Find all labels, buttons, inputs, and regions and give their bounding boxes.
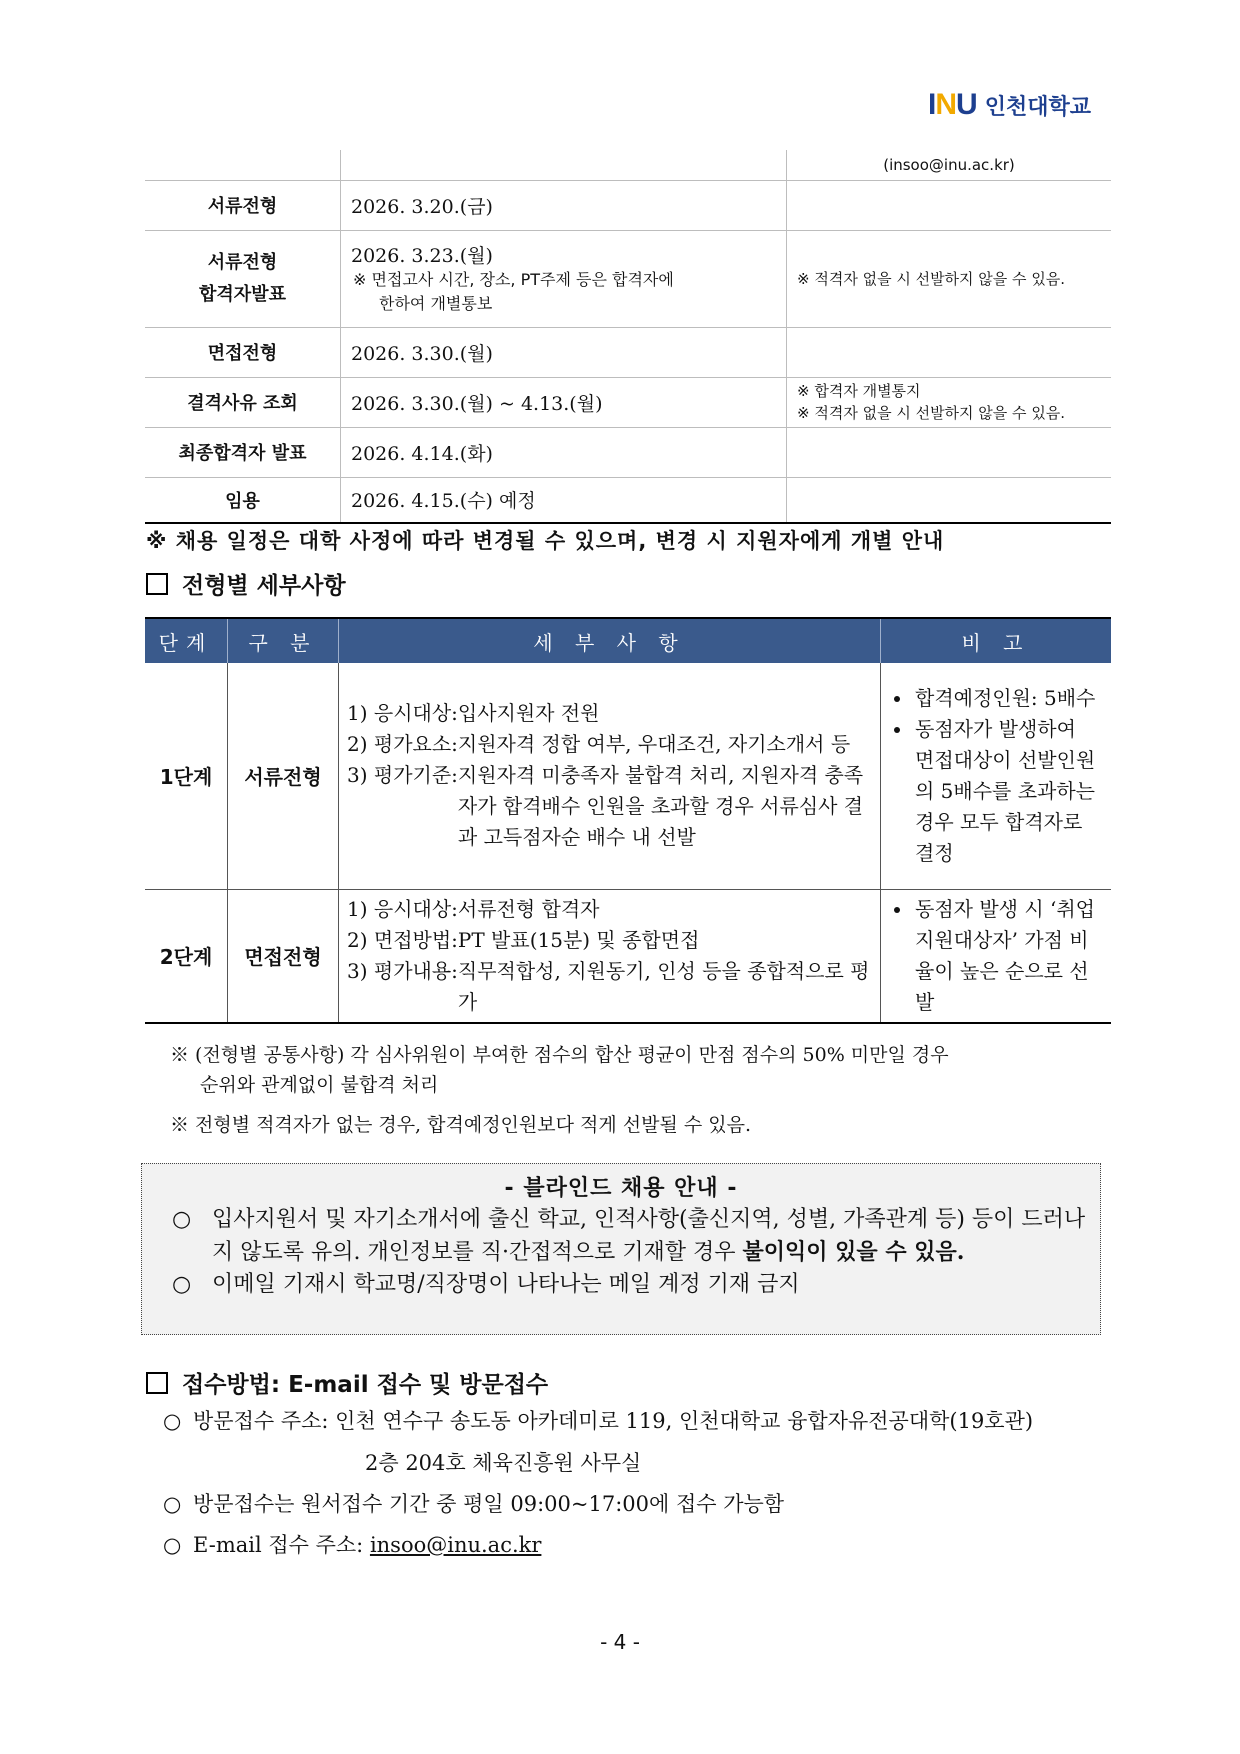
remark-item: • 동점자가 발생하여 면접대상이 선발인원의 5배수를 초과하는 경우 모두 합격자로 결정 xyxy=(913,714,1101,869)
detail-table xyxy=(145,617,1111,1024)
header-step: 단계 xyxy=(145,618,228,663)
apply-line: ○ 방문접수는 원서접수 기간 중 평일 09:00~17:00에 접수 가능함 xyxy=(163,1489,784,1519)
step-label: 2단계 xyxy=(145,889,228,1023)
note-line: 순위와 관계없이 불합격 처리 xyxy=(200,1074,439,1096)
logo-name: 인천대학교 xyxy=(984,94,1091,120)
schedule-label: 최종합격자 발표 xyxy=(145,427,341,477)
remark-cell xyxy=(881,663,1112,889)
circle-bullet-icon: ○ xyxy=(163,1409,182,1433)
remark-cell xyxy=(881,889,1112,1023)
table-row xyxy=(145,327,1111,377)
blind-item: ○ 이메일 기재시 학교명/직장명이 나타나는 메일 계정 기재 금지 xyxy=(142,1269,1100,1301)
table-row xyxy=(145,477,1111,523)
section-heading-detail xyxy=(146,567,346,600)
schedule-note: ※ 합격자 개별통지 xyxy=(797,382,921,400)
apply-line: ○ E-mail 접수 주소: insoo@inu.ac.kr xyxy=(163,1530,541,1560)
schedule-date: 2026. 4.15.(수) 예정 xyxy=(341,477,787,523)
detail-cell xyxy=(339,663,881,889)
page-number: - 4 - xyxy=(600,1630,640,1654)
schedule-date: 2026. 3.23.(월) xyxy=(351,245,493,267)
table-row xyxy=(145,889,1111,1023)
table-row xyxy=(145,180,1111,230)
logo-mark: INU xyxy=(928,88,977,121)
schedule-note-cell xyxy=(787,377,1112,427)
blind-recruitment-box xyxy=(141,1163,1101,1335)
detail-item: 1) 응시대상: 서류전형 합격자 xyxy=(347,896,600,921)
schedule-date xyxy=(341,150,787,180)
table-row xyxy=(145,150,1111,180)
schedule-note xyxy=(787,427,1112,477)
detail-cell xyxy=(339,889,881,1023)
schedule-subnote: 한하여 개별통보 xyxy=(379,294,493,313)
schedule-date-cell xyxy=(341,230,787,327)
note-line: ※ (전형별 공통사항) 각 심사위원이 부여한 점수의 합산 평균이 만점 점수의 50% 미만일 경우 xyxy=(170,1044,949,1066)
table-row xyxy=(145,427,1111,477)
common-notes xyxy=(170,1040,949,1140)
detail-item: 2) 면접방법: PT 발표(15분) 및 종합면접 xyxy=(347,927,700,952)
header-detail: 세 부 사 항 xyxy=(339,618,881,663)
schedule-table xyxy=(145,150,1111,524)
note-line: ※ 전형별 적격자가 없는 경우, 합격예정인원보다 적게 선발될 수 있음. xyxy=(170,1114,751,1136)
schedule-note: ※ 적격자 없을 시 선발하지 않을 수 있음. xyxy=(797,404,1066,422)
step-label: 1단계 xyxy=(145,663,228,889)
schedule-change-note: ※ 채용 일정은 대학 사정에 따라 변경될 수 있으며, 변경 시 지원자에게 개별 안내 xyxy=(146,529,945,553)
schedule-date: 2026. 4.14.(화) xyxy=(341,427,787,477)
schedule-note: (insoo@inu.ac.kr) xyxy=(787,150,1112,180)
university-logo xyxy=(928,88,1091,122)
email-link[interactable]: insoo@inu.ac.kr xyxy=(369,1533,542,1557)
checkbox-square-icon xyxy=(146,573,168,595)
schedule-subnote: ※ 면접고사 시간, 장소, PT주제 등은 합격자에 xyxy=(353,270,674,289)
blind-title: - 블라인드 채용 안내 - xyxy=(504,1176,738,1201)
circle-bullet-icon: ○ xyxy=(163,1533,182,1557)
remark-item: • 합격예정인원: 5배수 xyxy=(913,683,1101,714)
table-row xyxy=(145,663,1111,889)
section-title: 접수방법: E-mail 접수 및 방문접수 xyxy=(182,1372,549,1398)
table-row xyxy=(145,377,1111,427)
schedule-label: 결격사유 조회 xyxy=(145,377,341,427)
detail-item: 3) 평가기준: 지원자격 미충족자 불합격 처리, 지원자격 충족자가 합격배수 인원을 초과할 경우 서류심사 결과 고득점자순 배수 내 선발 xyxy=(347,763,864,850)
kind-label: 면접전형 xyxy=(228,889,339,1023)
schedule-date: 2026. 3.30.(월) ~ 4.13.(월) xyxy=(341,377,787,427)
remark-item: • 동점자 발생 시 ‘취업지원대상자’ 가점 비율이 높은 순으로 선발 xyxy=(913,894,1101,1018)
circle-bullet-icon: ○ xyxy=(172,1207,192,1232)
schedule-note xyxy=(787,180,1112,230)
apply-line: 2층 204호 체육진흥원 사무실 xyxy=(365,1451,642,1475)
schedule-date: 2026. 3.20.(금) xyxy=(341,180,787,230)
schedule-note xyxy=(787,477,1112,523)
header-kind: 구 분 xyxy=(228,618,339,663)
detail-item: 3) 평가내용: 직무적합성, 지원동기, 인성 등을 종합적으로 평가 xyxy=(347,958,870,1014)
section-heading-apply xyxy=(146,1366,548,1399)
schedule-note xyxy=(787,327,1112,377)
schedule-label: 서류전형 xyxy=(145,180,341,230)
schedule-label: 서류전형 합격자발표 xyxy=(145,230,341,327)
section-title: 전형별 세부사항 xyxy=(182,573,346,599)
schedule-note: ※ 적격자 없을 시 선발하지 않을 수 있음. xyxy=(787,230,1112,327)
schedule-date: 2026. 3.30.(월) xyxy=(341,327,787,377)
checkbox-square-icon xyxy=(146,1372,168,1394)
blind-item: ○ 입사지원서 및 자기소개서에 출신 학교, 인적사항(출신지역, 성별, 가족관계 등) 등이 드러나지 않도록 유의. 개인정보를 직·간접적으로 기재할 경우 불이익이 있을 수 있음. xyxy=(142,1204,1100,1269)
apply-line: ○ 방문접수 주소: 인천 연수구 송도동 아카데미로 119, 인천대학교 융합자유전공대학(19호관) xyxy=(163,1406,1033,1436)
header-remark: 비 고 xyxy=(881,618,1112,663)
blind-warning: 불이익이 있을 수 있음. xyxy=(742,1239,965,1265)
circle-bullet-icon: ○ xyxy=(172,1272,192,1297)
schedule-label: 면접전형 xyxy=(145,327,341,377)
table-row xyxy=(145,230,1111,327)
detail-item: 1) 응시대상: 입사지원자 전원 xyxy=(347,701,600,726)
detail-header-row xyxy=(145,618,1111,663)
kind-label: 서류전형 xyxy=(228,663,339,889)
detail-item: 2) 평가요소: 지원자격 정합 여부, 우대조건, 자기소개서 등 xyxy=(347,732,851,757)
schedule-label: 임용 xyxy=(145,477,341,523)
circle-bullet-icon: ○ xyxy=(163,1492,182,1516)
schedule-label xyxy=(145,150,341,180)
